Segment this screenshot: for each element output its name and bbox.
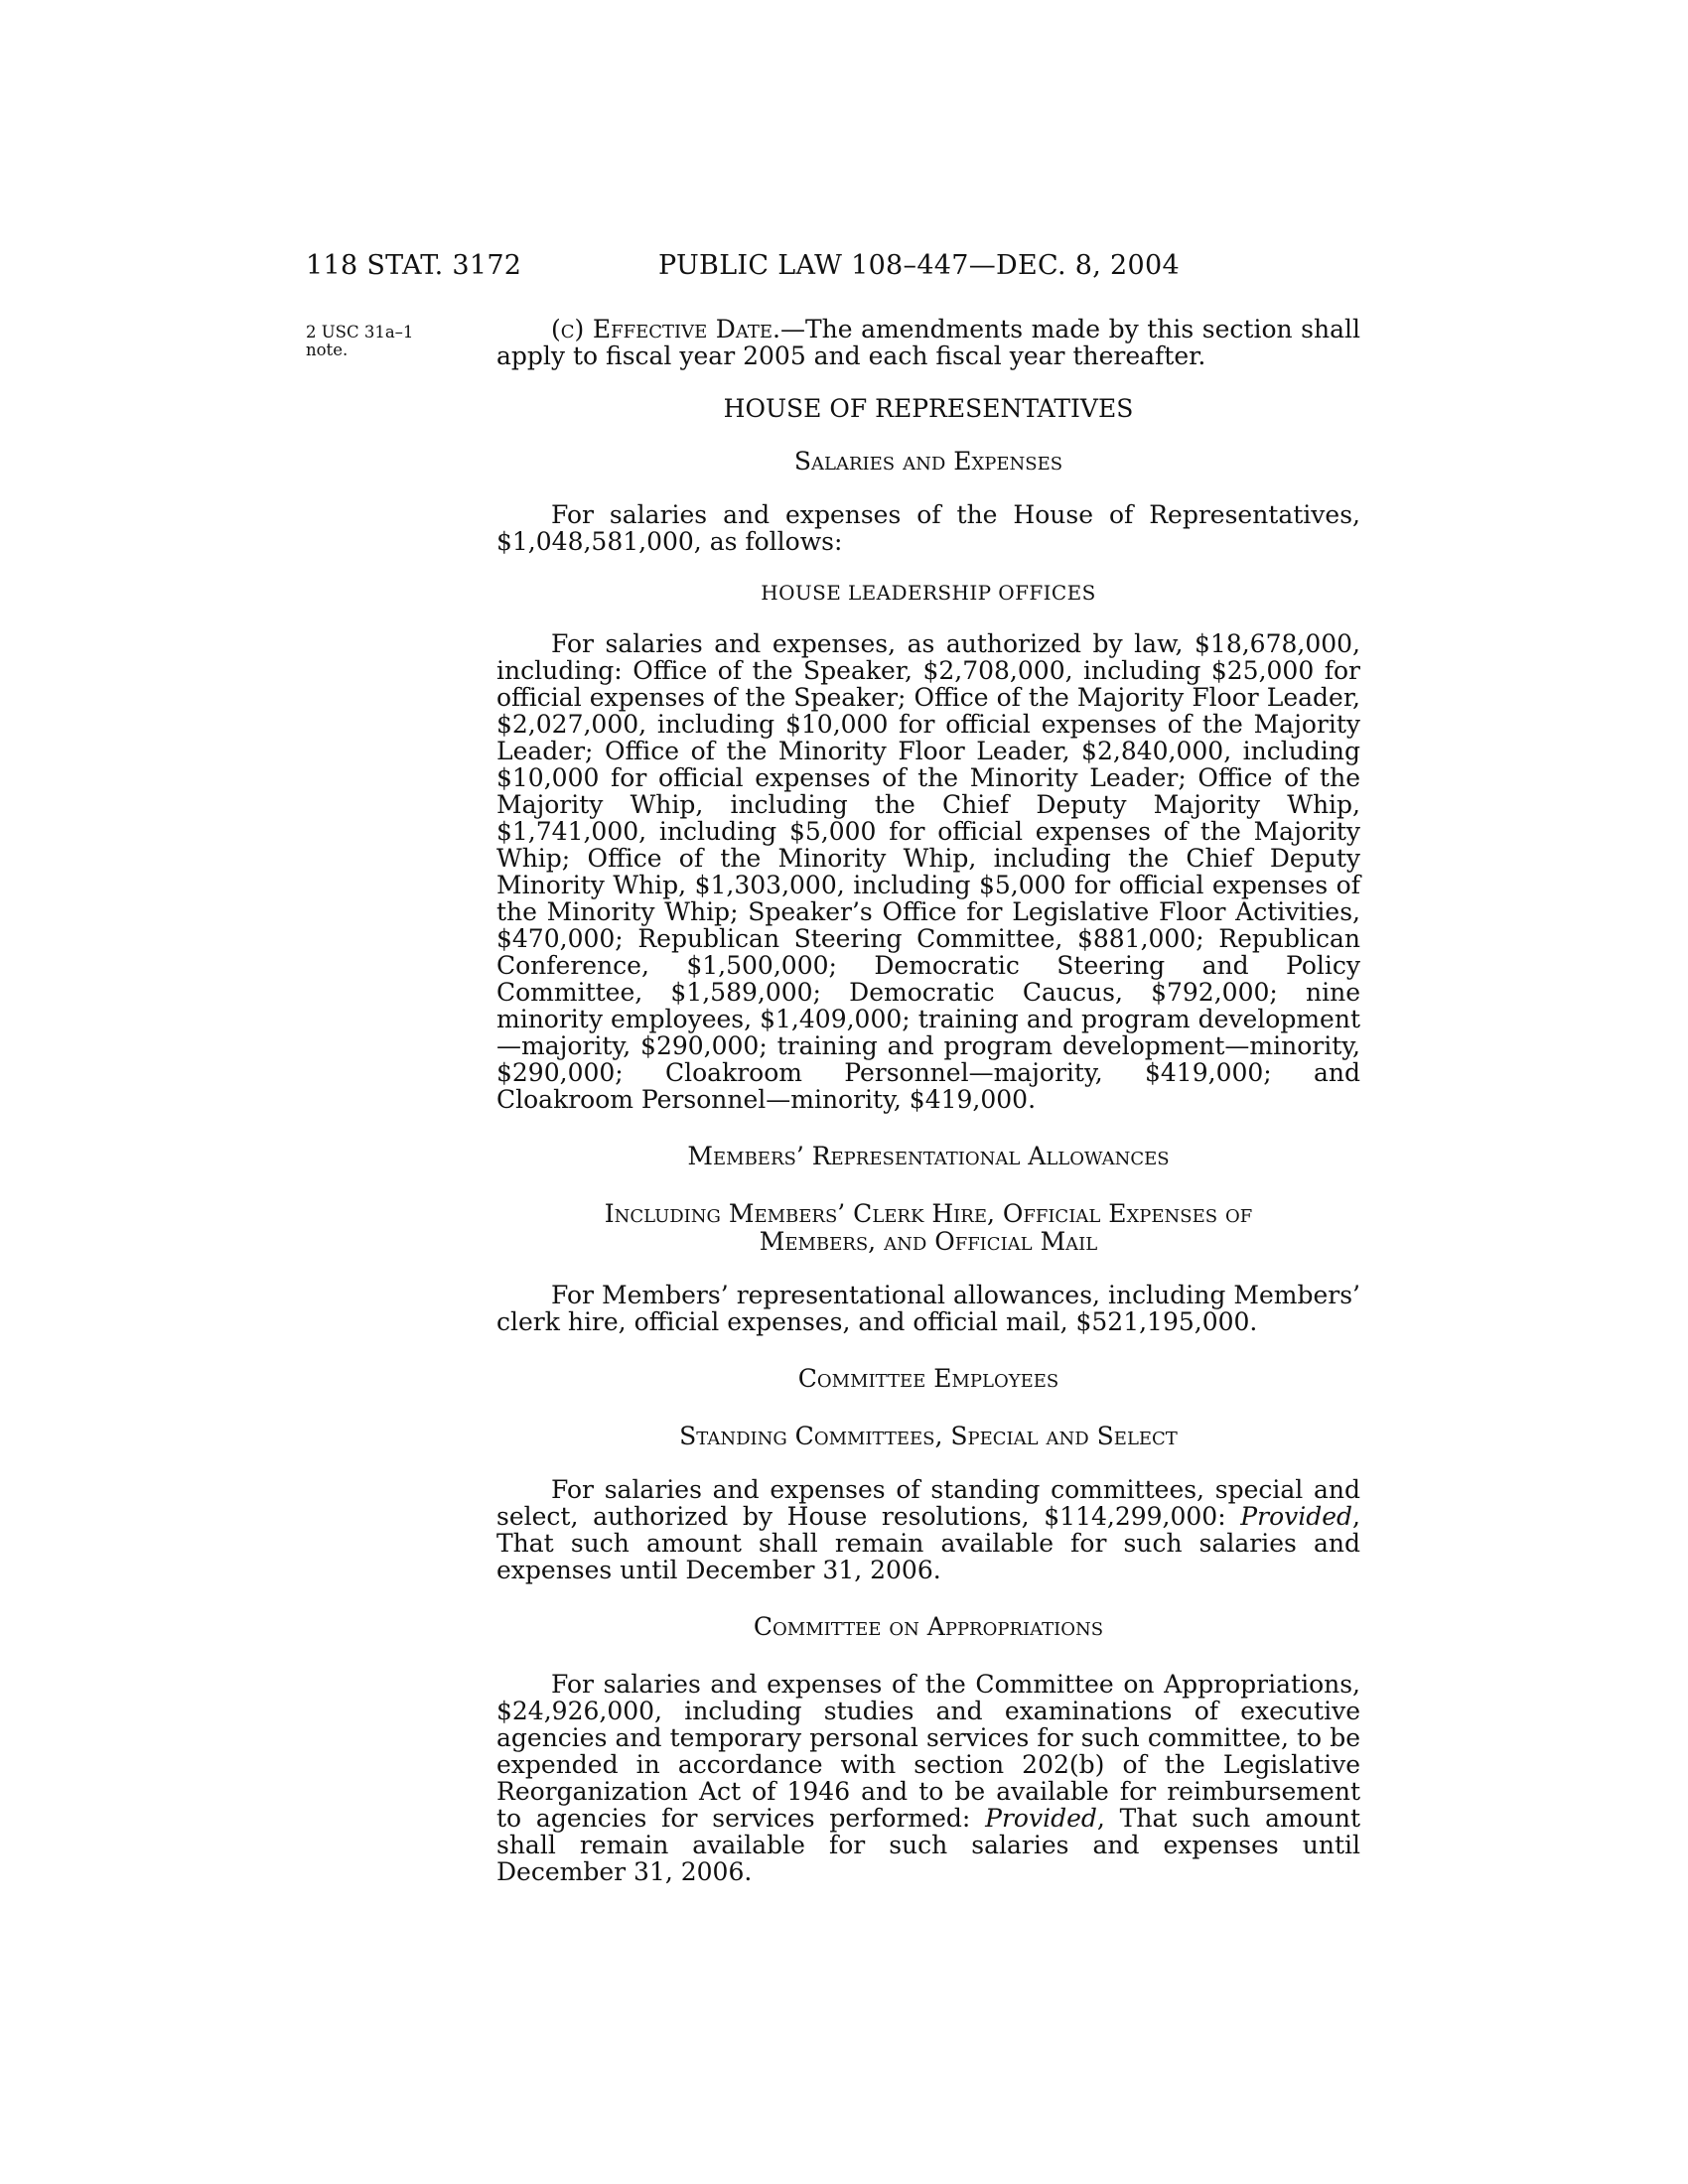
committee-on-appropriations-paragraph bbox=[496, 1671, 1360, 1885]
margin-note-citation: 2 USC 31a–1 bbox=[306, 323, 414, 341]
salaries-and-expenses-paragraph: For salaries and expenses of the House of Representatives, $1,048,581,000, as follows: bbox=[496, 500, 1360, 556]
committee-on-appropriations-heading: Committee on Appropriations bbox=[753, 1612, 1104, 1641]
effective-date-label: (c) Effective Date. bbox=[551, 315, 780, 343]
house-leadership-offices-heading: HOUSE LEADERSHIP OFFICES bbox=[761, 581, 1096, 605]
appropriations-text-before: For salaries and expenses of the Committee on Appropriations, $24,926,000, including studies and examinations of executive agencies and temporary personal services for such committee, to be expended in accordance with section 202(b) of the Legislative Reorganization Act of 1946 and to be available for reimbursement to agencies for services performed: bbox=[496, 1670, 1360, 1833]
appropriations-provided: Provided bbox=[985, 1804, 1097, 1833]
standing-committees-paragraph bbox=[496, 1476, 1360, 1583]
salaries-and-expenses-heading: Salaries and Expenses bbox=[793, 447, 1063, 476]
standing-text-before: For salaries and expenses of standing committees, special and select, authorized by House resolutions, $114,299,000: bbox=[496, 1475, 1360, 1531]
allowances-subheading-line-2: Members, and Official Mail bbox=[759, 1227, 1098, 1256]
public-law-title: PUBLIC LAW 108–447—DEC. 8, 2004 bbox=[658, 250, 1180, 281]
standing-text-after: , That such amount shall remain available for such salaries and expenses until December 31, 2006. bbox=[496, 1502, 1360, 1584]
appropriations-text-after: , That such amount shall remain available for such salaries and expenses until December 31, 2006. bbox=[496, 1804, 1360, 1886]
standing-provided: Provided bbox=[1240, 1502, 1353, 1531]
house-of-representatives-heading: HOUSE OF REPRESENTATIVES bbox=[723, 394, 1134, 423]
house-leadership-offices-paragraph: For salaries and expenses, as authorized by law, $18,678,000, including: Office of the Speaker, $2,708,000, including $25,000 for official expenses of the Speaker; Office of the Majority Floor Leader, $2,027,000, including $10,000 for official expenses of the Majority Leader; Office of the Minority Floor Leader, $2,840,000, including $10,000 for official expenses of the Minority Leader; Office of the Majority Whip, including the Chief Deputy Majority Whip, $1,741,000, including $5,000 for official expenses of the Majority Whip; Office of the Minority Whip, including the Chief Deputy Minority Whip, $1,303,000, including $5,000 for official expenses of the Minority Whip; Speaker’s Office for Legislative Floor Activities, $470,000; Republican Steering Committee, $881,000; Republican Conference, $1,500,000; Democratic Steering and Policy Committee, $1,589,000; Democratic Caucus, $792,000; nine minority employees, $1,409,000; training and program development—majority, $290,000; training and program development—minority, $290,000; Cloakroom Personnel—majority, $419,000; and Cloakroom Personnel—minority, $419,000. bbox=[496, 629, 1360, 1114]
allowances-subheading-line-1: Including Members’ Clerk Hire, Official Expenses of bbox=[604, 1199, 1253, 1228]
effective-date-text: —The amendments made by this section shall apply to fiscal year 2005 and each fiscal year thereafter. bbox=[496, 315, 1360, 370]
standing-committees-heading: Standing Committees, Special and Select bbox=[679, 1422, 1178, 1450]
committee-employees-heading: Committee Employees bbox=[797, 1364, 1059, 1393]
main-text-column bbox=[496, 316, 1360, 1885]
members-allowances-paragraph: For Members’ representational allowances, including Members’ clerk hire, official expenses, and official mail, $521,195,000. bbox=[496, 1281, 1360, 1336]
margin-note-label: note. bbox=[306, 341, 349, 359]
margin-note bbox=[306, 324, 425, 359]
members-representational-allowances-heading: Members’ Representational Allowances bbox=[687, 1142, 1170, 1170]
stat-page-number: 118 STAT. 3172 bbox=[306, 250, 522, 281]
effective-date-paragraph bbox=[496, 316, 1360, 369]
